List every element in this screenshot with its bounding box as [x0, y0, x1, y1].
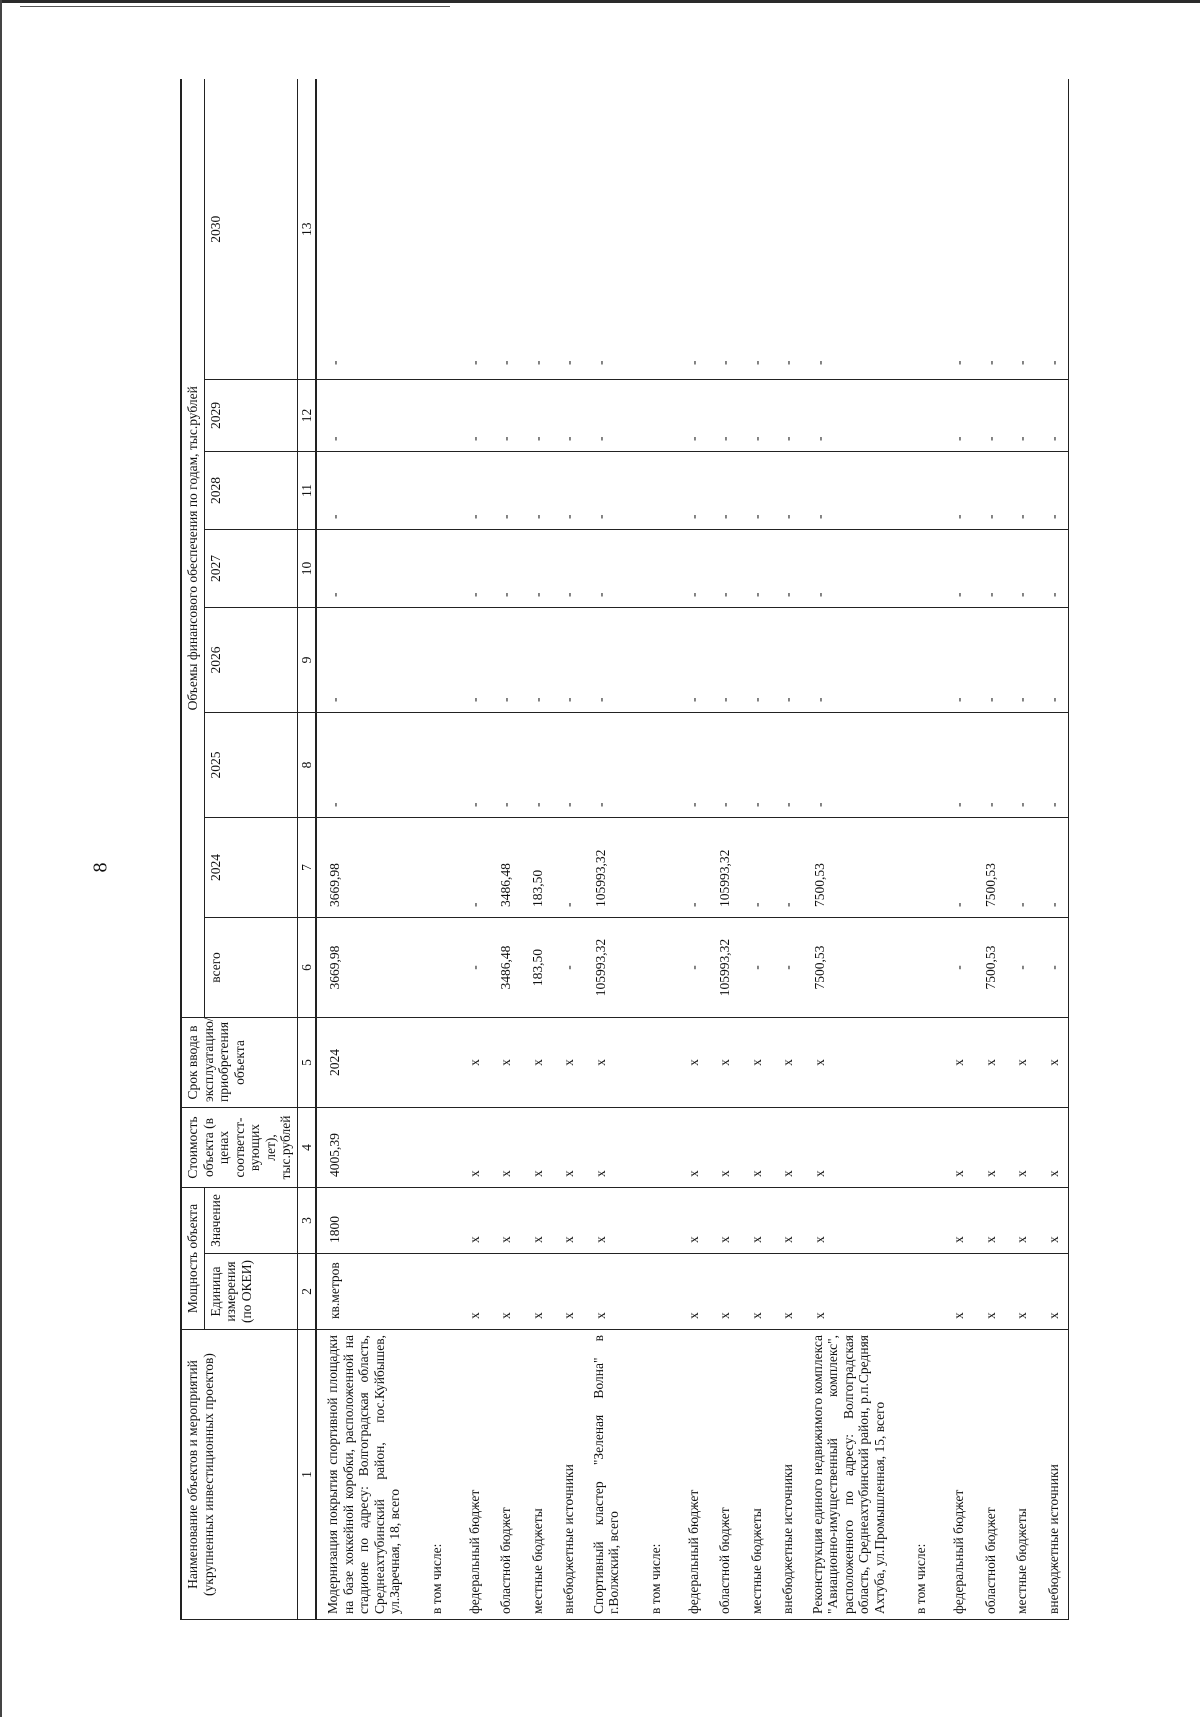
cell-value: х	[1036, 1188, 1068, 1254]
scan-top-edge	[0, 0, 1200, 3]
cell-y2026	[638, 608, 676, 713]
cell-y2025: -	[583, 713, 638, 818]
cell-cost: х	[583, 1108, 638, 1188]
header-capacity: Мощность объекта	[181, 1188, 204, 1330]
cell-y2024: -	[457, 818, 489, 918]
cell-cost: х	[457, 1108, 489, 1188]
cell-name: федеральный бюджет	[457, 1330, 489, 1620]
cell-y2027: -	[973, 530, 1005, 608]
cell-name: внебюджетные источники	[551, 1330, 583, 1620]
cell-y2029	[419, 380, 457, 452]
cell-y2029: -	[802, 380, 904, 452]
cell-term	[638, 1018, 676, 1108]
cell-y2025: -	[707, 713, 739, 818]
cell-y2030: -	[707, 80, 739, 380]
col-number: 4	[297, 1108, 316, 1188]
cell-y2028: -	[941, 452, 973, 530]
table-row	[676, 80, 708, 1620]
cell-total: 7500,53	[973, 918, 1005, 1018]
cell-y2029: -	[707, 380, 739, 452]
cell-y2025: -	[488, 713, 520, 818]
cell-y2024: 7500,53	[802, 818, 904, 918]
scan-left-edge	[0, 0, 2, 1717]
cell-y2026: -	[551, 608, 583, 713]
header-year-2029: 2029	[204, 380, 297, 452]
cell-value	[419, 1188, 457, 1254]
cell-y2028: -	[739, 452, 771, 530]
cell-name: Реконструкция единого недвижимого комплекса "Авиационно-имущественный комплекс", расположенного по адресу: Волгоградская область, Среднеахтубинский район, р.п.Средняя Ахтуба, ул.Промышленная, 15, всего	[802, 1330, 904, 1620]
cell-y2025: -	[676, 713, 708, 818]
cell-y2027: -	[520, 530, 552, 608]
cell-term: х	[520, 1018, 552, 1108]
cell-y2024: -	[739, 818, 771, 918]
cell-name: местные бюджеты	[520, 1330, 552, 1620]
cell-term: х	[583, 1018, 638, 1108]
cell-y2024	[419, 818, 457, 918]
cell-y2026: -	[1004, 608, 1036, 713]
cell-y2026: -	[488, 608, 520, 713]
column-number-row	[297, 80, 316, 1620]
header-term: Срок ввода в эксплуатацию/ приобретения объекта	[181, 1018, 297, 1108]
cell-term: х	[770, 1018, 802, 1108]
cell-cost: 4005,39	[316, 1108, 419, 1188]
cell-y2029: -	[551, 380, 583, 452]
header-cost: Стоимость объекта (в ценах соответст-вующих лет), тыс.рублей	[181, 1108, 297, 1188]
header-total: всего	[204, 918, 297, 1018]
cell-total	[419, 918, 457, 1018]
cell-y2028: -	[457, 452, 489, 530]
header-year-2024: 2024	[204, 818, 297, 918]
cell-total: 105993,32	[707, 918, 739, 1018]
cell-name: в том числе:	[903, 1330, 941, 1620]
cell-y2025	[903, 713, 941, 818]
table-row	[520, 80, 552, 1620]
cell-total: 3669,98	[316, 918, 419, 1018]
cell-y2024: 3486,48	[488, 818, 520, 918]
cell-y2030	[638, 80, 676, 380]
table-row	[457, 80, 489, 1620]
cell-total: -	[1036, 918, 1068, 1018]
cell-y2026: -	[457, 608, 489, 713]
cell-term: х	[676, 1018, 708, 1108]
cell-total: 183,50	[520, 918, 552, 1018]
cell-y2030: -	[941, 80, 973, 380]
cell-y2027	[419, 530, 457, 608]
cell-name: в том числе:	[638, 1330, 676, 1620]
cell-unit: х	[739, 1254, 771, 1330]
cell-value: х	[802, 1188, 904, 1254]
cell-term: х	[488, 1018, 520, 1108]
investment-table	[180, 80, 1069, 1621]
cell-y2024: 7500,53	[973, 818, 1005, 918]
cell-y2026: -	[583, 608, 638, 713]
cell-value: х	[707, 1188, 739, 1254]
col-number: 8	[297, 713, 316, 818]
col-number: 5	[297, 1018, 316, 1108]
cell-cost: х	[739, 1108, 771, 1188]
cell-cost	[903, 1108, 941, 1188]
cell-term: х	[941, 1018, 973, 1108]
cell-y2028: -	[488, 452, 520, 530]
cell-y2025: -	[802, 713, 904, 818]
cell-y2024: -	[941, 818, 973, 918]
cell-y2027: -	[707, 530, 739, 608]
cell-y2025: -	[1004, 713, 1036, 818]
cell-y2030: -	[1004, 80, 1036, 380]
cell-y2026: -	[676, 608, 708, 713]
cell-cost: х	[1004, 1108, 1036, 1188]
cell-y2026: -	[941, 608, 973, 713]
cell-y2030: -	[770, 80, 802, 380]
cell-total: -	[941, 918, 973, 1018]
cell-y2024: 3669,98	[316, 818, 419, 918]
cell-y2029: -	[488, 380, 520, 452]
col-number: 11	[297, 452, 316, 530]
cell-y2024: -	[676, 818, 708, 918]
cell-y2030: -	[583, 80, 638, 380]
cell-unit	[903, 1254, 941, 1330]
cell-y2028: -	[583, 452, 638, 530]
cell-y2026: -	[316, 608, 419, 713]
header-year-2030: 2030	[204, 80, 297, 380]
cell-y2029: -	[457, 380, 489, 452]
cell-y2027: -	[941, 530, 973, 608]
cell-value: х	[676, 1188, 708, 1254]
cell-y2028: -	[316, 452, 419, 530]
table-row	[638, 80, 676, 1620]
cell-unit: х	[941, 1254, 973, 1330]
cell-y2028	[903, 452, 941, 530]
cell-term: х	[1036, 1018, 1068, 1108]
cell-y2029: -	[316, 380, 419, 452]
cell-y2025: -	[551, 713, 583, 818]
cell-value: 1800	[316, 1188, 419, 1254]
cell-cost: х	[520, 1108, 552, 1188]
cell-term: х	[1004, 1018, 1036, 1108]
table-row	[903, 80, 941, 1620]
cell-y2024: 105993,32	[583, 818, 638, 918]
cell-name: областной бюджет	[973, 1330, 1005, 1620]
cell-y2025: -	[316, 713, 419, 818]
cell-cost: х	[707, 1108, 739, 1188]
cell-y2028: -	[973, 452, 1005, 530]
cell-y2028: -	[1036, 452, 1068, 530]
cell-y2025: -	[973, 713, 1005, 818]
cell-unit: х	[707, 1254, 739, 1330]
scan-top-line	[20, 6, 450, 7]
page-number: 8	[89, 862, 112, 873]
col-number: 2	[297, 1254, 316, 1330]
cell-term	[419, 1018, 457, 1108]
cell-name: Модернизация покрытия спортивной площадки на базе хоккейной коробки, расположенной на стадионе по адресу: Волгоградская область, Среднеахтубинский район, пос.Куйбышев, ул.Заречная, 18, всего	[316, 1330, 419, 1620]
cell-name: местные бюджеты	[739, 1330, 771, 1620]
table-row	[1036, 80, 1068, 1620]
cell-y2024: 105993,32	[707, 818, 739, 918]
cell-y2030: -	[739, 80, 771, 380]
cell-y2027: -	[802, 530, 904, 608]
header-year-2025: 2025	[204, 713, 297, 818]
cell-y2030: -	[457, 80, 489, 380]
cell-cost: х	[973, 1108, 1005, 1188]
cell-cost	[638, 1108, 676, 1188]
cell-total: -	[551, 918, 583, 1018]
header-unit: Единица измерения (по ОКЕИ)	[204, 1254, 297, 1330]
cell-y2028: -	[1004, 452, 1036, 530]
header-funding: Объемы финансового обеспечения по годам, тыс.рублей	[181, 80, 204, 1018]
cell-value: х	[941, 1188, 973, 1254]
cell-y2030: -	[1036, 80, 1068, 380]
cell-unit: х	[973, 1254, 1005, 1330]
cell-y2028	[638, 452, 676, 530]
cell-cost: х	[676, 1108, 708, 1188]
cell-term: х	[973, 1018, 1005, 1108]
table-row	[770, 80, 802, 1620]
cell-y2025: -	[520, 713, 552, 818]
cell-y2027: -	[551, 530, 583, 608]
cell-name: в том числе:	[419, 1330, 457, 1620]
cell-name: федеральный бюджет	[941, 1330, 973, 1620]
cell-y2025	[638, 713, 676, 818]
cell-value	[903, 1188, 941, 1254]
cell-y2030	[903, 80, 941, 380]
cell-y2029: -	[941, 380, 973, 452]
cell-value: х	[488, 1188, 520, 1254]
cell-y2029: -	[770, 380, 802, 452]
cell-cost	[419, 1108, 457, 1188]
cell-y2027: -	[1036, 530, 1068, 608]
cell-cost: х	[770, 1108, 802, 1188]
cell-name: Спортивный кластер "Зеленая Волна" в г.Волжский, всего	[583, 1330, 638, 1620]
cell-y2025: -	[770, 713, 802, 818]
cell-y2029: -	[973, 380, 1005, 452]
cell-unit: х	[583, 1254, 638, 1330]
cell-value: х	[457, 1188, 489, 1254]
header-year-2027: 2027	[204, 530, 297, 608]
cell-total: -	[1004, 918, 1036, 1018]
cell-total: 3486,48	[488, 918, 520, 1018]
cell-name: внебюджетные источники	[770, 1330, 802, 1620]
cell-unit	[638, 1254, 676, 1330]
cell-y2026	[419, 608, 457, 713]
cell-y2025: -	[739, 713, 771, 818]
cell-value: х	[583, 1188, 638, 1254]
cell-cost: х	[488, 1108, 520, 1188]
cell-y2027: -	[583, 530, 638, 608]
table-row	[739, 80, 771, 1620]
col-number: 12	[297, 380, 316, 452]
cell-value	[638, 1188, 676, 1254]
cell-y2030: -	[488, 80, 520, 380]
table-body	[316, 80, 1068, 1620]
cell-total	[638, 918, 676, 1018]
cell-y2026: -	[739, 608, 771, 713]
cell-y2028	[419, 452, 457, 530]
cell-unit: х	[520, 1254, 552, 1330]
cell-cost: х	[941, 1108, 973, 1188]
cell-y2030: -	[802, 80, 904, 380]
cell-unit: х	[488, 1254, 520, 1330]
cell-total: -	[770, 918, 802, 1018]
cell-unit: х	[1036, 1254, 1068, 1330]
cell-y2028: -	[770, 452, 802, 530]
cell-y2024	[903, 818, 941, 918]
cell-y2027	[638, 530, 676, 608]
cell-y2027: -	[770, 530, 802, 608]
cell-value: х	[551, 1188, 583, 1254]
cell-y2030	[419, 80, 457, 380]
cell-cost: х	[551, 1108, 583, 1188]
header-year-2028: 2028	[204, 452, 297, 530]
header-name: Наименование объектов и мероприятий (укрупненных инвестиционных проектов)	[181, 1330, 297, 1620]
header-value: Значение	[204, 1188, 297, 1254]
cell-y2028: -	[676, 452, 708, 530]
cell-y2029	[903, 380, 941, 452]
col-number: 10	[297, 530, 316, 608]
cell-unit: кв.метров	[316, 1254, 419, 1330]
cell-value: х	[973, 1188, 1005, 1254]
cell-cost: х	[1036, 1108, 1068, 1188]
col-number: 1	[297, 1330, 316, 1620]
cell-y2027: -	[676, 530, 708, 608]
cell-y2024: -	[1004, 818, 1036, 918]
cell-total	[903, 918, 941, 1018]
cell-term: х	[802, 1018, 904, 1108]
cell-total: -	[676, 918, 708, 1018]
cell-y2026: -	[802, 608, 904, 713]
cell-y2025: -	[457, 713, 489, 818]
cell-y2030: -	[676, 80, 708, 380]
table-row	[973, 80, 1005, 1620]
cell-unit: х	[676, 1254, 708, 1330]
header-year-2026: 2026	[204, 608, 297, 713]
col-number: 13	[297, 80, 316, 380]
cell-unit: х	[802, 1254, 904, 1330]
cell-y2028: -	[520, 452, 552, 530]
col-number: 6	[297, 918, 316, 1018]
table-row	[419, 80, 457, 1620]
cell-unit: х	[457, 1254, 489, 1330]
table-row	[941, 80, 973, 1620]
cell-cost: х	[802, 1108, 904, 1188]
cell-y2026	[903, 608, 941, 713]
cell-y2028: -	[551, 452, 583, 530]
table-header	[181, 80, 316, 1620]
cell-y2024: 183,50	[520, 818, 552, 918]
cell-y2025: -	[1036, 713, 1068, 818]
table-row	[488, 80, 520, 1620]
cell-y2029: -	[583, 380, 638, 452]
cell-name: внебюджетные источники	[1036, 1330, 1068, 1620]
cell-y2026: -	[520, 608, 552, 713]
cell-y2027: -	[488, 530, 520, 608]
cell-y2026: -	[1036, 608, 1068, 713]
cell-y2027	[903, 530, 941, 608]
cell-y2030: -	[316, 80, 419, 380]
col-number: 3	[297, 1188, 316, 1254]
cell-value: х	[1004, 1188, 1036, 1254]
cell-value: х	[520, 1188, 552, 1254]
table-row	[802, 80, 904, 1620]
table-row	[1004, 80, 1036, 1620]
cell-y2026: -	[707, 608, 739, 713]
cell-y2025: -	[941, 713, 973, 818]
rotated-document	[180, 80, 1080, 1620]
cell-y2029: -	[676, 380, 708, 452]
cell-term: 2024	[316, 1018, 419, 1108]
cell-y2027: -	[316, 530, 419, 608]
cell-y2029: -	[1036, 380, 1068, 452]
cell-y2024	[638, 818, 676, 918]
cell-y2030: -	[973, 80, 1005, 380]
table-row	[583, 80, 638, 1620]
cell-term: х	[551, 1018, 583, 1108]
cell-unit: х	[770, 1254, 802, 1330]
table-row	[316, 80, 419, 1620]
cell-y2029: -	[520, 380, 552, 452]
cell-term: х	[707, 1018, 739, 1108]
cell-y2025	[419, 713, 457, 818]
col-number: 9	[297, 608, 316, 713]
table-row	[551, 80, 583, 1620]
cell-y2027: -	[457, 530, 489, 608]
cell-total: -	[739, 918, 771, 1018]
cell-y2024: -	[1036, 818, 1068, 918]
cell-y2030: -	[520, 80, 552, 380]
cell-y2029: -	[1004, 380, 1036, 452]
cell-total: 105993,32	[583, 918, 638, 1018]
cell-y2027: -	[739, 530, 771, 608]
table-row	[707, 80, 739, 1620]
cell-y2029	[638, 380, 676, 452]
cell-value: х	[770, 1188, 802, 1254]
cell-total: 7500,53	[802, 918, 904, 1018]
cell-name: местные бюджеты	[1004, 1330, 1036, 1620]
cell-y2029: -	[739, 380, 771, 452]
cell-y2028: -	[802, 452, 904, 530]
cell-y2024: -	[551, 818, 583, 918]
cell-term: х	[739, 1018, 771, 1108]
cell-name: областной бюджет	[488, 1330, 520, 1620]
cell-term	[903, 1018, 941, 1108]
cell-y2026: -	[973, 608, 1005, 713]
cell-y2026: -	[770, 608, 802, 713]
cell-y2030: -	[551, 80, 583, 380]
cell-total: -	[457, 918, 489, 1018]
cell-y2024: -	[770, 818, 802, 918]
cell-value: х	[739, 1188, 771, 1254]
cell-unit: х	[1004, 1254, 1036, 1330]
cell-unit	[419, 1254, 457, 1330]
cell-y2028: -	[707, 452, 739, 530]
cell-name: федеральный бюджет	[676, 1330, 708, 1620]
cell-y2027: -	[1004, 530, 1036, 608]
col-number: 7	[297, 818, 316, 918]
cell-name: областной бюджет	[707, 1330, 739, 1620]
cell-unit: х	[551, 1254, 583, 1330]
cell-term: х	[457, 1018, 489, 1108]
